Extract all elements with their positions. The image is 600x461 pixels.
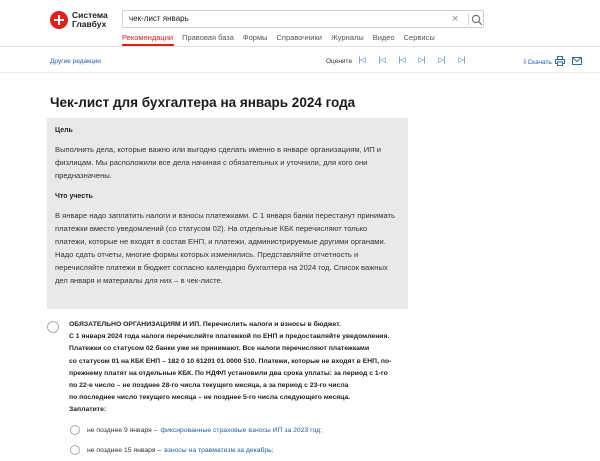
item-link[interactable]: взносы на травматизм за декабрь; bbox=[164, 446, 274, 454]
item-date: не позднее 9 января – bbox=[87, 426, 158, 434]
search-divider bbox=[468, 13, 469, 25]
tab-legal-base[interactable]: Правовая база bbox=[182, 33, 234, 42]
rate-label: Оцените bbox=[326, 58, 353, 65]
tab-journals[interactable]: Журналы bbox=[330, 33, 364, 42]
app-header bbox=[0, 0, 600, 46]
doc-toolbar bbox=[0, 54, 600, 70]
checklist-line: Заплатите: bbox=[69, 406, 107, 414]
logo-line1: Система bbox=[72, 10, 108, 20]
list-item bbox=[70, 445, 274, 455]
checklist-line: прежнему платят на отдельные КБК. По НДФЛ установили два срока уплаты: за период с 1-го bbox=[69, 369, 388, 377]
consider-heading: Что учесть bbox=[55, 193, 93, 200]
rate-icon[interactable]: ▷| bbox=[458, 57, 466, 64]
checklist-line: со статусом 01 на КБК ЕНП – 182 0 10 61201 01 0000 510. Платежи, которые не входят в ЕНП, по- bbox=[69, 357, 392, 365]
main-nav bbox=[122, 33, 444, 42]
search-input[interactable]: чек-лист январь bbox=[129, 14, 189, 23]
list-item bbox=[70, 425, 322, 435]
other-editions-link[interactable]: Другие редакции bbox=[50, 58, 101, 65]
checklist-block bbox=[69, 319, 419, 417]
checklist-line: ОБЯЗАТЕЛЬНО ОРГАНИЗАЦИЯМ И ИП. Перечислить налоги и взносы в бюджет. bbox=[69, 321, 341, 328]
logo-cross-icon bbox=[50, 11, 68, 29]
rate-icon[interactable]: ▷| bbox=[438, 57, 446, 64]
clear-icon[interactable]: × bbox=[452, 13, 459, 25]
search-box[interactable] bbox=[122, 10, 484, 28]
toolbar-divider bbox=[0, 72, 600, 73]
rate-icon[interactable]: ▷| bbox=[418, 57, 426, 64]
tab-forms[interactable]: Формы bbox=[242, 33, 268, 42]
consider-text: В январе надо заплатить налоги и взносы платежками. С 1 января банки перестанут принимать платежки вместо уведомлений (со статусом 02). На отдельные КБК перечисляют только платежи, которые не входят в состав ЕНП, и платежи, администрируемые другими органами. Надо сдать отчеты, многие формы которых изменились. Представляйте отчетность и перечисляйте платежи в бюджет согласно календарю бухгалтера на 2024 год. Список важных дел января и материалы для них – в чек-листе. bbox=[55, 211, 395, 285]
tab-services[interactable]: Сервисы bbox=[403, 33, 435, 42]
page-title: Чек-лист для бухгалтера на январь 2024 года bbox=[50, 95, 356, 110]
search-icon[interactable] bbox=[471, 14, 483, 26]
print-icon[interactable] bbox=[555, 56, 565, 66]
rate-icon[interactable]: |◁ bbox=[398, 57, 406, 64]
logo[interactable] bbox=[50, 11, 108, 29]
item-checkbox[interactable] bbox=[70, 425, 80, 435]
goal-heading: Цель bbox=[55, 127, 73, 134]
main-checkbox[interactable] bbox=[47, 321, 59, 333]
tab-recommendations[interactable]: Рекомендации bbox=[122, 33, 174, 42]
mail-icon[interactable] bbox=[572, 57, 582, 65]
header-divider bbox=[0, 46, 600, 47]
item-date: не позднее 15 января – bbox=[87, 446, 162, 454]
rate-icons bbox=[352, 56, 472, 66]
checklist-line: по 22-е число – не позднее 28-го числа текущего месяца, а за период с 23-го числа bbox=[69, 382, 349, 390]
logo-line2: Главбух bbox=[72, 19, 107, 29]
item-link[interactable]: фиксированные страховые взносы ИП за 2023 год; bbox=[160, 426, 322, 434]
rate-icon[interactable]: |◁ bbox=[378, 57, 386, 64]
checklist-line: Платежки со статусом 02 банки уже не принимают. Все налоги перечисляют платежками bbox=[69, 345, 370, 353]
goal-text: Выполнить дела, которые важно или выгодно сделать именно в январе организациям, ИП и физлицам. Мы расположили все дела начиная с обязательных и уточнили, для кого они предназначены. bbox=[55, 145, 382, 180]
goal-box bbox=[47, 118, 408, 309]
download-link[interactable]: ⇩Скачать bbox=[522, 59, 552, 66]
tab-video[interactable]: Видео bbox=[372, 33, 395, 42]
item-checkbox[interactable] bbox=[70, 445, 80, 455]
checklist-line: С 1 января 2024 года налоги перечисляйте платежкой по ЕНП и предоставляйте уведомления. bbox=[69, 333, 390, 341]
tab-reference[interactable]: Справочники bbox=[276, 33, 322, 42]
rate-icon[interactable]: |◁ bbox=[358, 57, 366, 64]
checklist-line: по последнее число текущего месяца – не позднее 5-го числа следующего месяца. bbox=[69, 394, 351, 402]
